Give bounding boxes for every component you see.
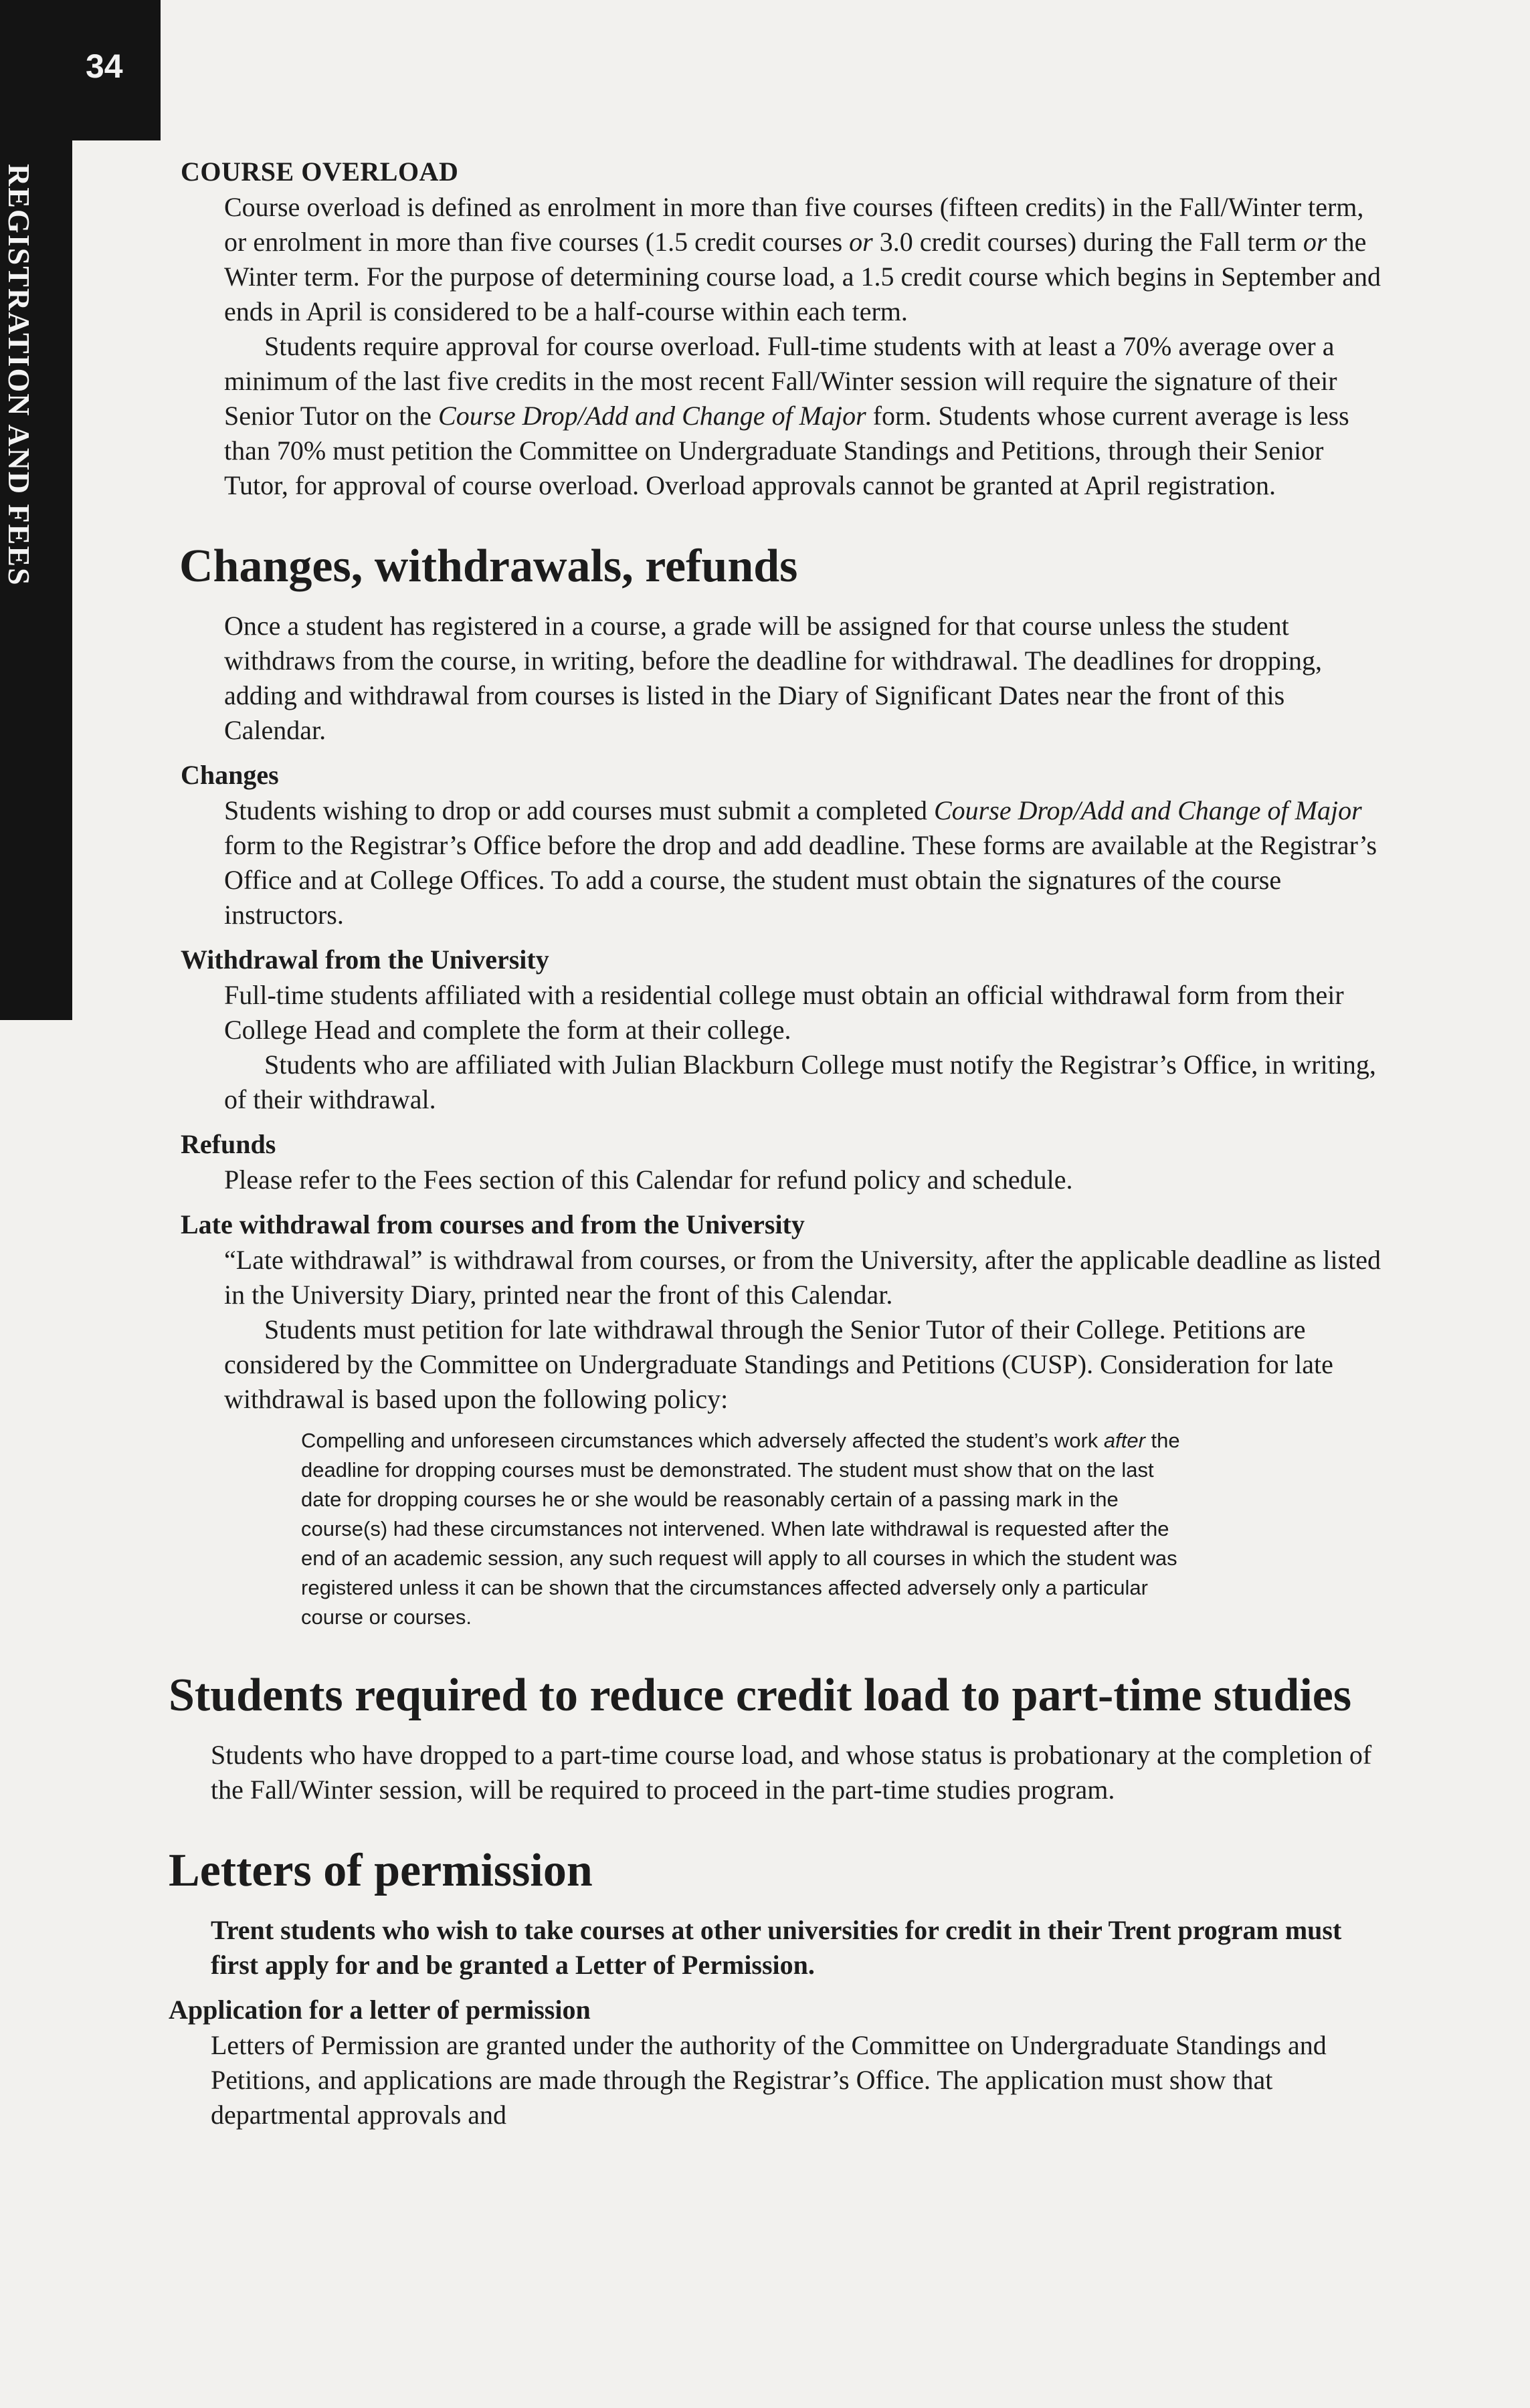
course-overload-paragraph-2	[224, 329, 1385, 503]
course-overload-paragraph-1	[224, 190, 1385, 329]
spacer	[161, 1197, 1385, 1207]
changes-intro-paragraph: Once a student has registered in a course, a grade will be assigned for that course unless the student withdraws from the course, in writing, before the deadline for withdrawal. The deadlines for dropping, adding and withdrawal from courses is listed in the Diary of Significant Dates near the front of this Calendar.	[224, 611, 1322, 745]
course-overload-heading: COURSE OVERLOAD	[181, 157, 459, 187]
spacer	[161, 1117, 1385, 1126]
application-heading: Application for a letter of permission	[169, 1995, 591, 2025]
page-number-tab	[0, 0, 161, 140]
text-run: the deadline for dropping courses must be demonstrated. The student must show that on the last date for dropping courses he or she would be reasonably certain of a passing mark in the course(s) had these circumstances not intervened. When late withdrawal is requested after the end of an academic session, any such request will apply to all courses in which the student was registered unless it can be shown that the circumstances affected adversely only a particular course or courses.	[301, 1429, 1180, 1629]
refunds-paragraph: Please refer to the Fees section of this Calendar for refund policy and schedule.	[224, 1165, 1073, 1195]
text-run: Students wishing to drop or add courses must submit a completed	[224, 795, 934, 825]
late-withdrawal-heading: Late withdrawal from courses and from the University	[181, 1209, 805, 1239]
emphasis: after	[1103, 1429, 1145, 1452]
application-paragraph: Letters of Permission are granted under the authority of the Committee on Undergraduate Standings and Petitions, and applications are made through the Registrar’s Office. The application must show that departmental approvals and	[211, 2030, 1327, 2130]
refunds-heading: Refunds	[181, 1129, 276, 1159]
text-run: form. Students whose current average is less than 70% must petition the Committee on Undergraduate Standings and Petitions, through their Senior Tutor, for approval of course overload. Overload approvals cannot be granted at April registration.	[224, 401, 1349, 500]
reduce-credit-load-paragraph: Students who have dropped to a part-time course load, and whose status is probationary at the completion of the Fall/Winter session, will be required to proceed in the part-time studies program.	[211, 1740, 1372, 1805]
emphasis: or	[1303, 227, 1327, 257]
text-run: Course overload is defined as enrolment in more than five courses (fifteen credits) in the Fall/Winter term, or enrolment in more than five courses (1.5 credit courses	[224, 192, 1364, 257]
spacer	[161, 1983, 1385, 1992]
text-run: form to the Registrar’s Office before the drop and add deadline. These forms are available at the Registrar’s Office and at College Offices. To add a course, the student must obtain the signatures of the course instructors.	[224, 830, 1377, 930]
late-withdrawal-paragraph-2: Students must petition for late withdrawal through the Senior Tutor of their College. Petitions are considered by the Committee on Undergraduate Standings and Petitions (CUSP). Consideration for late withdrawal is based upon the following policy:	[224, 1314, 1333, 1414]
text-run: Compelling and unforeseen circumstances which adversely affected the student’s work	[301, 1429, 1104, 1452]
emphasis: or	[849, 227, 873, 257]
page-content	[161, 154, 1385, 2132]
letters-of-permission-heading: Letters of permission	[169, 1845, 593, 1896]
withdrawal-heading: Withdrawal from the University	[181, 944, 549, 975]
form-name: Course Drop/Add and Change of Major	[438, 401, 866, 431]
withdrawal-paragraph-1: Full-time students affiliated with a residential college must obtain an official withdrawal form from their College Head and complete the form at their college.	[224, 980, 1344, 1045]
changes-heading: Changes	[181, 760, 279, 790]
text-run: 3.0 credit courses) during the Fall term	[872, 227, 1303, 257]
form-name: Course Drop/Add and Change of Major	[934, 795, 1362, 825]
changes-withdrawals-refunds-heading: Changes, withdrawals, refunds	[179, 540, 798, 592]
section-tab-label: REGISTRATION AND FEES	[2, 164, 36, 587]
text-run: Students require approval for course overload. Full-time students with at least a 70% average over a minimum of the last five credits in the most recent Fall/Winter session will require the signature of their Senior Tutor on the	[224, 331, 1337, 431]
spacer	[161, 932, 1385, 942]
reduce-credit-load-heading: Students required to reduce credit load to part-time studies	[169, 1670, 1352, 1721]
changes-paragraph	[224, 793, 1385, 932]
page-number: 34	[86, 47, 123, 85]
letters-intro-paragraph: Trent students who wish to take courses at other universities for credit in their Trent program must first apply for and be granted a Letter of Permission.	[211, 1915, 1342, 1980]
spacer	[161, 748, 1385, 757]
withdrawal-paragraph-2: Students who are affiliated with Julian Blackburn College must notify the Registrar’s Office, in writing, of their withdrawal.	[224, 1049, 1376, 1114]
late-withdrawal-paragraph-1: “Late withdrawal” is withdrawal from courses, or from the University, after the applicable deadline as listed in the University Diary, printed near the front of this Calendar.	[224, 1245, 1381, 1310]
text-run: the Winter term. For the purpose of determining course load, a 1.5 credit course which begins in September and ends in April is considered to be a half-course within each term.	[224, 227, 1381, 326]
late-withdrawal-policy-quote	[301, 1426, 1184, 1632]
